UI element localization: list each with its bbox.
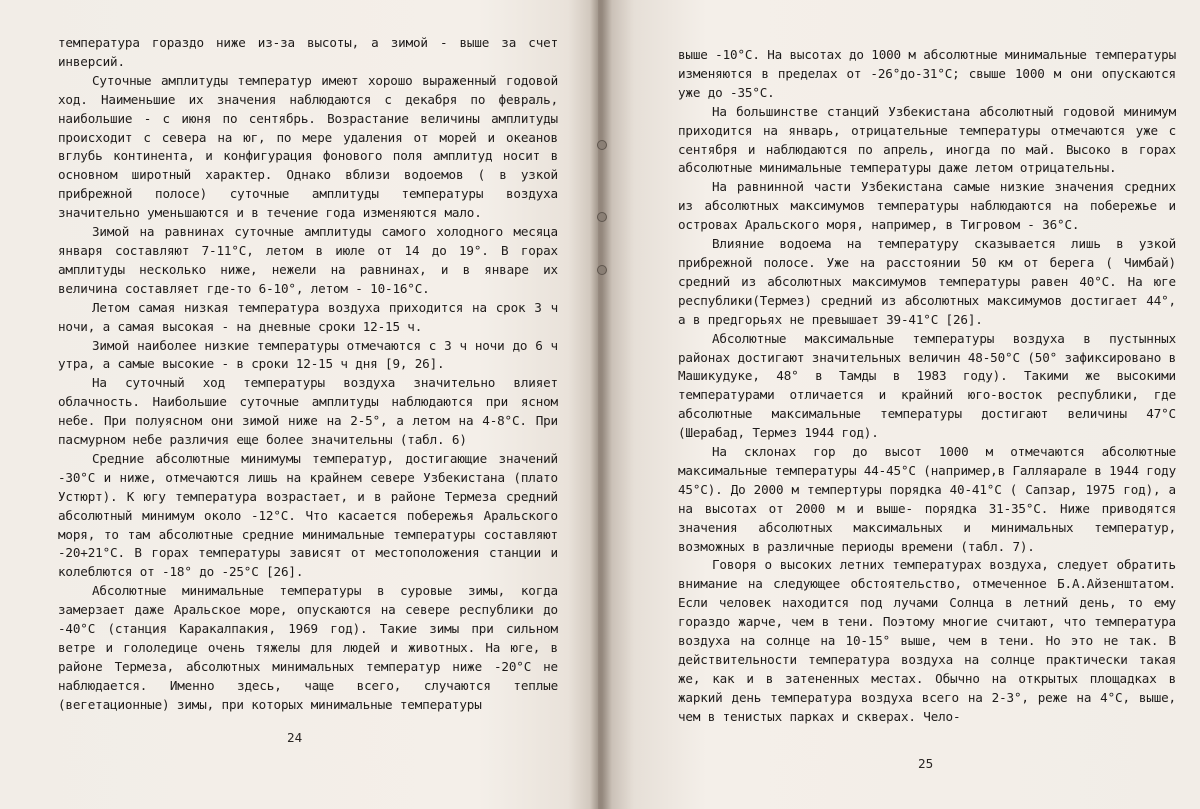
right-page xyxy=(598,0,1200,809)
paragraph: выше -10°С. На высотах до 1000 м абсолютные минимальные температуры изменяются в пределах от -26°до-31°С; свыше 1000 м они опускаются уже до -35°С. xyxy=(678,47,1176,100)
paragraph: Влияние водоема на температуру сказывается лишь в узкой прибрежной полосе. Уже на расстоянии 50 км от берега ( Чимбай) средний из абсолютных максимумов температуры равен 40°С. На юге республики(Термез) средний из абсолютных максимумов достигает 44°, а в предгорьях не превышает 39-41°С [26]. xyxy=(678,236,1176,327)
paragraph: Абсолютные минимальные температуры в суровые зимы, когда замерзает даже Аральское море, опускаются на севере республики до -40°С (станция Каракалпакия, 1969 год). Такие зимы при сильном ветре и гололедице очень тяжелы для людей и животных. На юге, в районе Термеза, абсолютных минимальных температур ниже -20°С не наблюдается. Именно здесь, чаще всего, случаются теплые (вегетационные) зимы, при которых минимальные температуры xyxy=(58,583,558,712)
book-gutter xyxy=(590,0,612,809)
paragraph: На суточный ход температуры воздуха значительно влияет облачность. Наибольшие суточные амплитуды наблюдаются при ясном небе. При полуясном они зимой ниже на 2-5°, а летом на 4-8°С. При пасмурном небе различия еще более значительны (табл. 6) xyxy=(58,375,558,448)
binding-hole xyxy=(597,140,607,150)
paragraph: Говоря о высоких летних температурах воздуха, следует обратить внимание на следующее обстоятельство, отмеченное Б.А.Айзенштатом. Если человек находится под лучами Солнца в летний день, то ему гораздо жарче, чем в тени. Поэтому многие считают, что температура воздуха на солнце на 10-15° выше, чем в тени. Но это не так. В действительности температура воздуха на солнце практически такая же, как и в затененных местах. Обычно на открытых площадках в жаркий день температура воздуха всего на 2-3°, реже на 4°С, выше, чем в тенистых парках и скверах. Чело- xyxy=(678,557,1176,724)
paragraph: На склонах гор до высот 1000 м отмечаются абсолютные максимальные температуры 44-45°С (например,в Галляарале в 1944 году 45°С). До 2000 м темпертуры порядка 40-41°С ( Сапзар, 1975 год), а на высотах от 2000 м и выше- порядка 31-35°С. Ниже приводятся значения абсолютных максимальных и минимальных температур, возможных в различные периоды времени (табл. 7). xyxy=(678,444,1176,554)
binding-hole xyxy=(597,265,607,275)
paragraph: На равнинной части Узбекистана самые низкие значения средних из абсолютных максимумов температуры наблюдаются на побережье и островах Аральского моря, например, в Тигровом - 36°С. xyxy=(678,179,1176,233)
paragraph: температура гораздо ниже из-за высоты, а зимой - выше за счет инверсий. xyxy=(58,35,558,69)
left-page xyxy=(0,0,598,809)
paragraph: Летом самая низкая температура воздуха приходится на срок 3 ч ночи, а самая высокая - на дневные сроки 12-15 ч. xyxy=(58,299,558,334)
binding-hole xyxy=(597,212,607,222)
paragraph: Средние абсолютные минимумы температур, достигающие значений -30°С и ниже, отмечаются лишь на крайнем севере Узбекистана (плато Устюрт). К югу температура возрастает, и в районе Термеза средний абсолютный минимум около -12°С. Что касается побережья Аральского моря, то там абсолютные средние минимальные температуры составляют -20+21°С. В горах температуры зависят от местоположения станции и колеблются от -18° до -25°С [26]. xyxy=(58,450,558,580)
paragraph: Зимой наиболее низкие температуры отмечаются с 3 ч ночи до 6 ч утра, а самые высокие - в сроки 12-15 ч дня [9, 26]. xyxy=(58,337,558,372)
page-number: 25 xyxy=(918,756,934,771)
paragraph: На большинстве станций Узбекистана абсолютный годовой минимум приходится на январь, отрицательные температуры отмечаются уже с сентября и наблюдаются по апрель, иногда по май. Высоко в горах абсолютные минимальные температуры даже летом отрицательны. xyxy=(678,103,1176,176)
page-number: 24 xyxy=(287,730,303,745)
paragraph: Зимой на равнинах суточные амплитуды самого холодного месяца января составляют 7-11°С, летом в июле от 14 до 19°. В горах амплитуды несколько ниже, нежели на равнинах, и в январе их величина составляет где-то 6-10°, летом - 10-16°С. xyxy=(58,224,558,296)
paragraph: Абсолютные максимальные температуры воздуха в пустынных районах достигают значительных величин 48-50°С (50° зафиксировано в Машикудуке, 48° в Тамды в 1983 году). Такими же высокими температурами отличается и крайний юго-восток республики, где абсолютные максимальные температуры достигают величины 47°С (Шерабад, Термез 1944 год). xyxy=(678,330,1176,441)
paragraph: Суточные амплитуды температур имеют хорошо выраженный годовой ход. Наименьшие их значения наблюдаются с декабря по февраль, наибольшие - с июня по сентябрь. Возрастание величины амплитуды происходит с севера на юг, по мере удаления от морей и океанов вглубь континента, и конфигурация фонового поля амплитуд носит в основном широтный характер. Однако вблизи водоемов ( в узкой прибрежной полосе) суточные амплитуды температуры воздуха значительно уменьшаются и в течение года изменяются мало. xyxy=(58,72,558,221)
